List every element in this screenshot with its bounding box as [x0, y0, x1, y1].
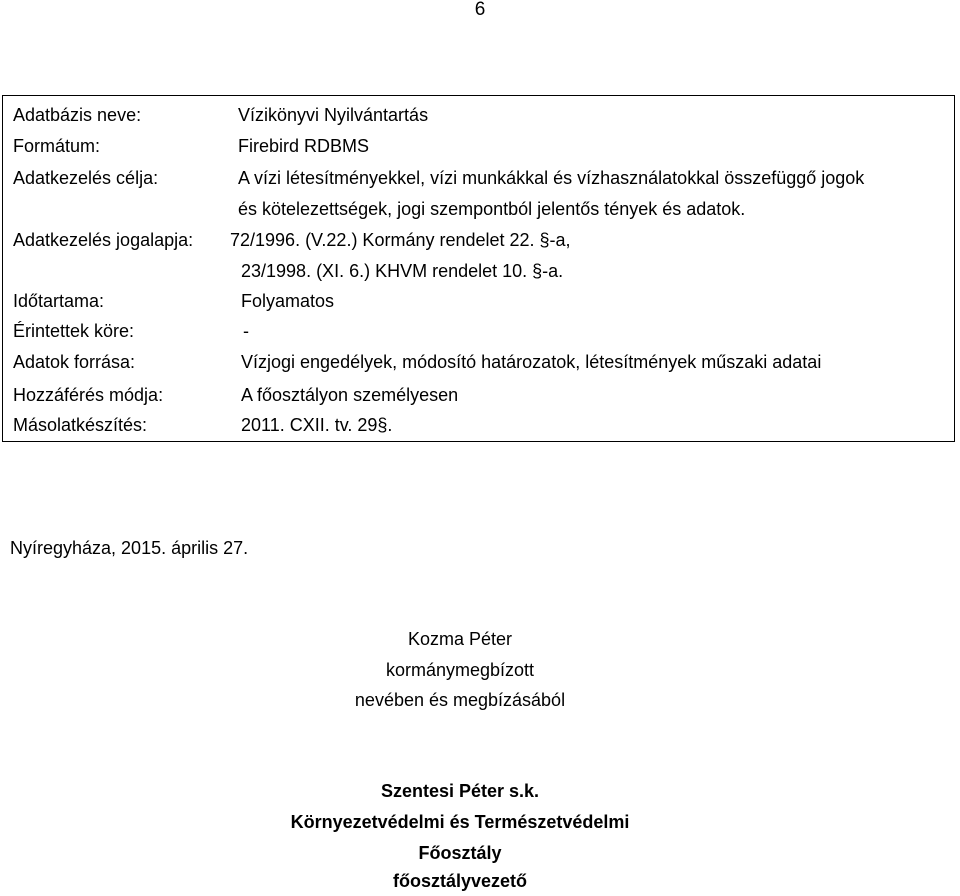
signer-department: Környezetvédelmi és Természetvédelmi — [290, 812, 630, 832]
label-duration: Időtartama: — [13, 291, 105, 311]
value-purpose: A vízi létesítményekkel, vízi munkákkal és vízhasználatokkal összefüggő jogok — [238, 168, 865, 188]
date-line: Nyíregyháza, 2015. április 27. — [10, 538, 249, 558]
label-access: Hozzáférés módja: — [13, 385, 164, 405]
value-format: Firebird RDBMS — [238, 136, 370, 156]
value-source: Vízjogi engedélyek, módosító határozatok, létesítmények műszaki adatai — [241, 352, 822, 372]
signer-unit: Főosztály — [418, 843, 502, 863]
value-database-name: Vízikönyvi Nyilvántartás — [238, 105, 429, 125]
signer-name: Szentesi Péter s.k. — [380, 781, 540, 801]
value-purpose-line2: és kötelezettségek, jogi szempontból jelentős tények és adatok. — [238, 199, 746, 219]
value-copying: 2011. CXII. tv. 29§. — [241, 415, 393, 435]
value-legal-basis-line2: 23/1998. (XI. 6.) KHVM rendelet 10. §-a. — [241, 261, 564, 281]
value-legal-basis: 72/1996. (V.22.) Kormány rendelet 22. §-a, — [230, 230, 571, 250]
label-format: Formátum: — [13, 136, 101, 156]
page-number: 6 — [474, 0, 486, 20]
signatory-name: Kozma Péter — [407, 629, 513, 649]
signatory-title: kormánymegbízott — [385, 660, 535, 680]
label-legal-basis: Adatkezelés jogalapja: — [13, 230, 194, 250]
value-affected: - — [243, 321, 249, 341]
signer-position: főosztályvezető — [392, 871, 528, 891]
label-source: Adatok forrása: — [13, 352, 136, 372]
label-database-name: Adatbázis neve: — [13, 105, 142, 125]
label-affected: Érintettek köre: — [13, 321, 135, 341]
value-duration: Folyamatos — [241, 291, 335, 311]
label-purpose: Adatkezelés célja: — [13, 168, 159, 188]
signatory-capacity: nevében és megbízásából — [354, 690, 566, 710]
data-sheet-box — [2, 95, 955, 442]
value-access: A főosztályon személyesen — [241, 385, 459, 405]
label-copying: Másolatkészítés: — [13, 415, 148, 435]
